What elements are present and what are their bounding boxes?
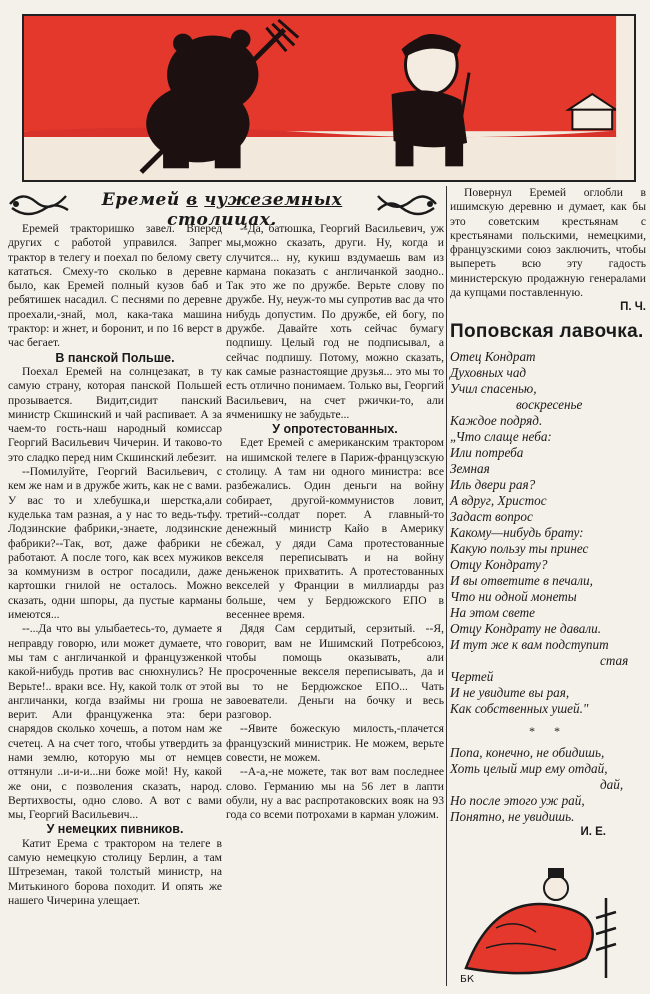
cartoon-banner <box>22 14 636 182</box>
poem-title: Поповская лавочка. <box>450 320 644 342</box>
headline-word-2: в <box>186 190 198 210</box>
poem-line: воскресенье <box>516 396 583 412</box>
poem-line: И не увидите вы рая, <box>450 684 570 700</box>
poem-separator: * * <box>528 723 568 738</box>
poem-line: На этом свете <box>450 604 536 620</box>
poem-line: Какую пользу ты принес <box>450 540 589 556</box>
article-paragraph: --Помилуйте, Георгий Васильевич, с кем же нам и в дружбе жить, как не с вами. У вас то и хлебушка,и шерстка,али куделька там разная, а у нас то ведь-тьфу. Лодзинские фабрики,-знаете, лодзинские фабрики?--Так, вот, даже фабрики не работают. А после того, как всех мужиков за коммунизм в острог посадили, даже картошки гнилой не осталось. Можно сказать, одни шпоры, да пустые карманы имеются... <box>8 465 222 622</box>
poem-line: Какому—нибудь брату: <box>450 524 584 540</box>
poem-line: Земная <box>450 460 490 476</box>
article-paragraph: --Да, батюшка, Георгий Васильевич, уж мы,можно сказать, други. Ну, когда и случится... ну, кукиш вздумаешь вам из кармана показать с англичанкой заодно.. Так это же по дружбе. Верьте слову по дружбе. Ну, неуж-то мы супротив вас да что нибудь допустим. По дружбе, ей богу, по дружбе. Давайте хоть сейчас бумагу подпишу. Целый год не подписывал, а сейчас подпишу. Потому, можно сказать, как самые разнастоящие друзья... это мы то есть отлично понимаем. Только вы, Георгий Васильевич, на счет ржички-то, али ячменишку не забудьте... <box>226 222 444 421</box>
article-column-3 <box>450 186 646 839</box>
article-paragraph: Поехал Еремей на солнцезакат, в ту самую страну, которая панской Польшей прозывается. Видит,сидит панский министр Скшинский и чай распивает. А за чаем-то гость-наш народный комиссар Георгий Васильевич Чичерин. И таково-то это сладко перед ним Скшинский лебезит. <box>8 364 222 464</box>
poem-line: стая <box>600 652 629 668</box>
article-paragraph: Повернул Еремей оглобли в ишимскую деревню и думает, как бы это советским крестьянам с крестьянами польскими, немецкими, французскими союз заключить, чтобы выпереть всю эту гадость министерскую продажную генералами да купцами поставленную. <box>450 186 646 300</box>
headline-word-1: Еремей <box>101 190 180 210</box>
section-title-protested: У опротестованных. <box>272 422 398 437</box>
headline-word-4: столицах. <box>167 210 277 230</box>
article-column-1 <box>8 222 222 908</box>
headline-word-3: чужеземных <box>204 190 343 210</box>
poem-line: Что ни одной монеты <box>450 588 577 604</box>
poem-line: Учил спасенью, <box>450 380 537 396</box>
article-paragraph: --...Да что вы улыбаетесь-то, думаете я неправду говорю, или может думаете, что мы там с англичанкой и французженкой какой-нибудь против вас снюхнулись? Не Верьте!.. враки все. Ну, какой толк от этой англичанки, когда взаймы ни гроша не верит. Али француженка эта: бери снарядов сколько хочешь, а потом нам же счетец. А на счет того, чтобы утвердить за нами землю, которую мы от немцев оттянули ..и-и-и...ни боже мой! Ну, какой же они, с позволения сказать, народ. Вертихвосты, одно слово. А вот с вами мы, Георгий Васильевич... <box>8 622 222 822</box>
poem-body <box>450 349 646 825</box>
poem-line: Каждое подряд. <box>450 412 543 428</box>
poem-line: Но после этого уж рай, <box>450 792 585 808</box>
poem-line: И тут же к вам подступит <box>450 636 609 652</box>
poem-line: „Что слаще неба: <box>450 428 552 444</box>
column-divider <box>446 186 447 986</box>
section-title-germany: У немецких пивников. <box>46 822 184 837</box>
article-paragraph: Дядя Сам сердитый, серзитый. --Я, говорит, вам не Ишимский Потребсоюз, чтобы помощь оказывать, али просроченные векселя переписывать, да и вы то не Бердюжское ЕПО... Чать завоеватели. Деньги на бочку и весь разговор. <box>226 622 444 722</box>
poem-line: Отцу Кондрату не давали. <box>450 620 602 636</box>
poem-line: Как собственных ушей." <box>450 700 589 716</box>
poem-signature: И. Е. <box>580 825 606 838</box>
poem-line: Задаст вопрос <box>450 508 533 524</box>
cartoon-illustration <box>24 16 634 180</box>
article-paragraph: Едет Еремей с американским трактором на ишимской телеге в Париж-французскую столицу. А там ни одного министра: все разбежались. Один деньги на войну собирает, другой-коммунистов ловит, третий--солдат порет. А главный-то денежный министр Кайо в Америку сбежал, у дяди Сама протестованные векселя переписывать и на войну деньженок прихватить. А протестованных векселей у Франции в миллиарды раз больше, чем у Бердюжского ЕПО в весеннее время. <box>226 436 444 622</box>
article-paragraph: Катит Ерема с трактором на телеге в самую немецкую столицу Берлин, а там Штреземан, такой толстый министр, на Митькиного борова походит. И опять же нашего Чичерина улещает. <box>8 836 222 907</box>
article-intro: Еремей тракторишко завел. Вперед других с работой управился. Запрег трактор в телегу и поехал по белому свету кататься. Смеху-то сколько в деревне было, как Еремей полный кузов баб и ребятишек насадил. С песнями по деревне проехали,-знай, мол, кака-така машина трактор: и жнет, и боронит, и по 16 верст в час бегает. <box>8 222 222 350</box>
poem-line: Хоть целый мир ему отдай, <box>450 760 608 776</box>
poem-line: Попа, конечно, не обидишь, <box>450 744 605 760</box>
priest-cartoon-icon <box>456 858 642 986</box>
poem-line: Понятно, не увидишь. <box>450 808 575 824</box>
ornament-left-icon <box>6 188 72 220</box>
poem-line: Духовных чад <box>450 364 527 380</box>
article-paragraph: --А-а,-не можете, так вот вам последнее слово. Германию мы на 56 лет в лапти обули, ну а вас распротаковских вояк на 93 года со всеми потрохами в карман уложим. <box>226 765 444 822</box>
headline <box>6 186 442 230</box>
poem-line: Отец Кондрат <box>450 348 536 364</box>
poem-line: Отцу Кондрату? <box>450 556 548 572</box>
poem-line: А вдруг, Христос <box>450 492 547 508</box>
ornament-right-icon <box>374 188 440 220</box>
cartoon-initials: БК <box>460 974 474 985</box>
poem-line: Или потреба <box>450 444 524 460</box>
poem-line: Иль двери рая? <box>450 476 536 492</box>
poem-line: Чертей <box>450 668 494 684</box>
poem-line: И вы ответите в печали, <box>450 572 593 588</box>
article-column-2 <box>226 222 444 822</box>
article-paragraph: --Явите божескую милость,-плачется французский министрик. Не можем, верьте совести, не можем. <box>226 722 444 764</box>
section-title-poland: В панской Польше. <box>55 350 175 365</box>
poem-line: дай, <box>600 776 624 792</box>
article-signature: П. Ч. <box>620 301 646 314</box>
